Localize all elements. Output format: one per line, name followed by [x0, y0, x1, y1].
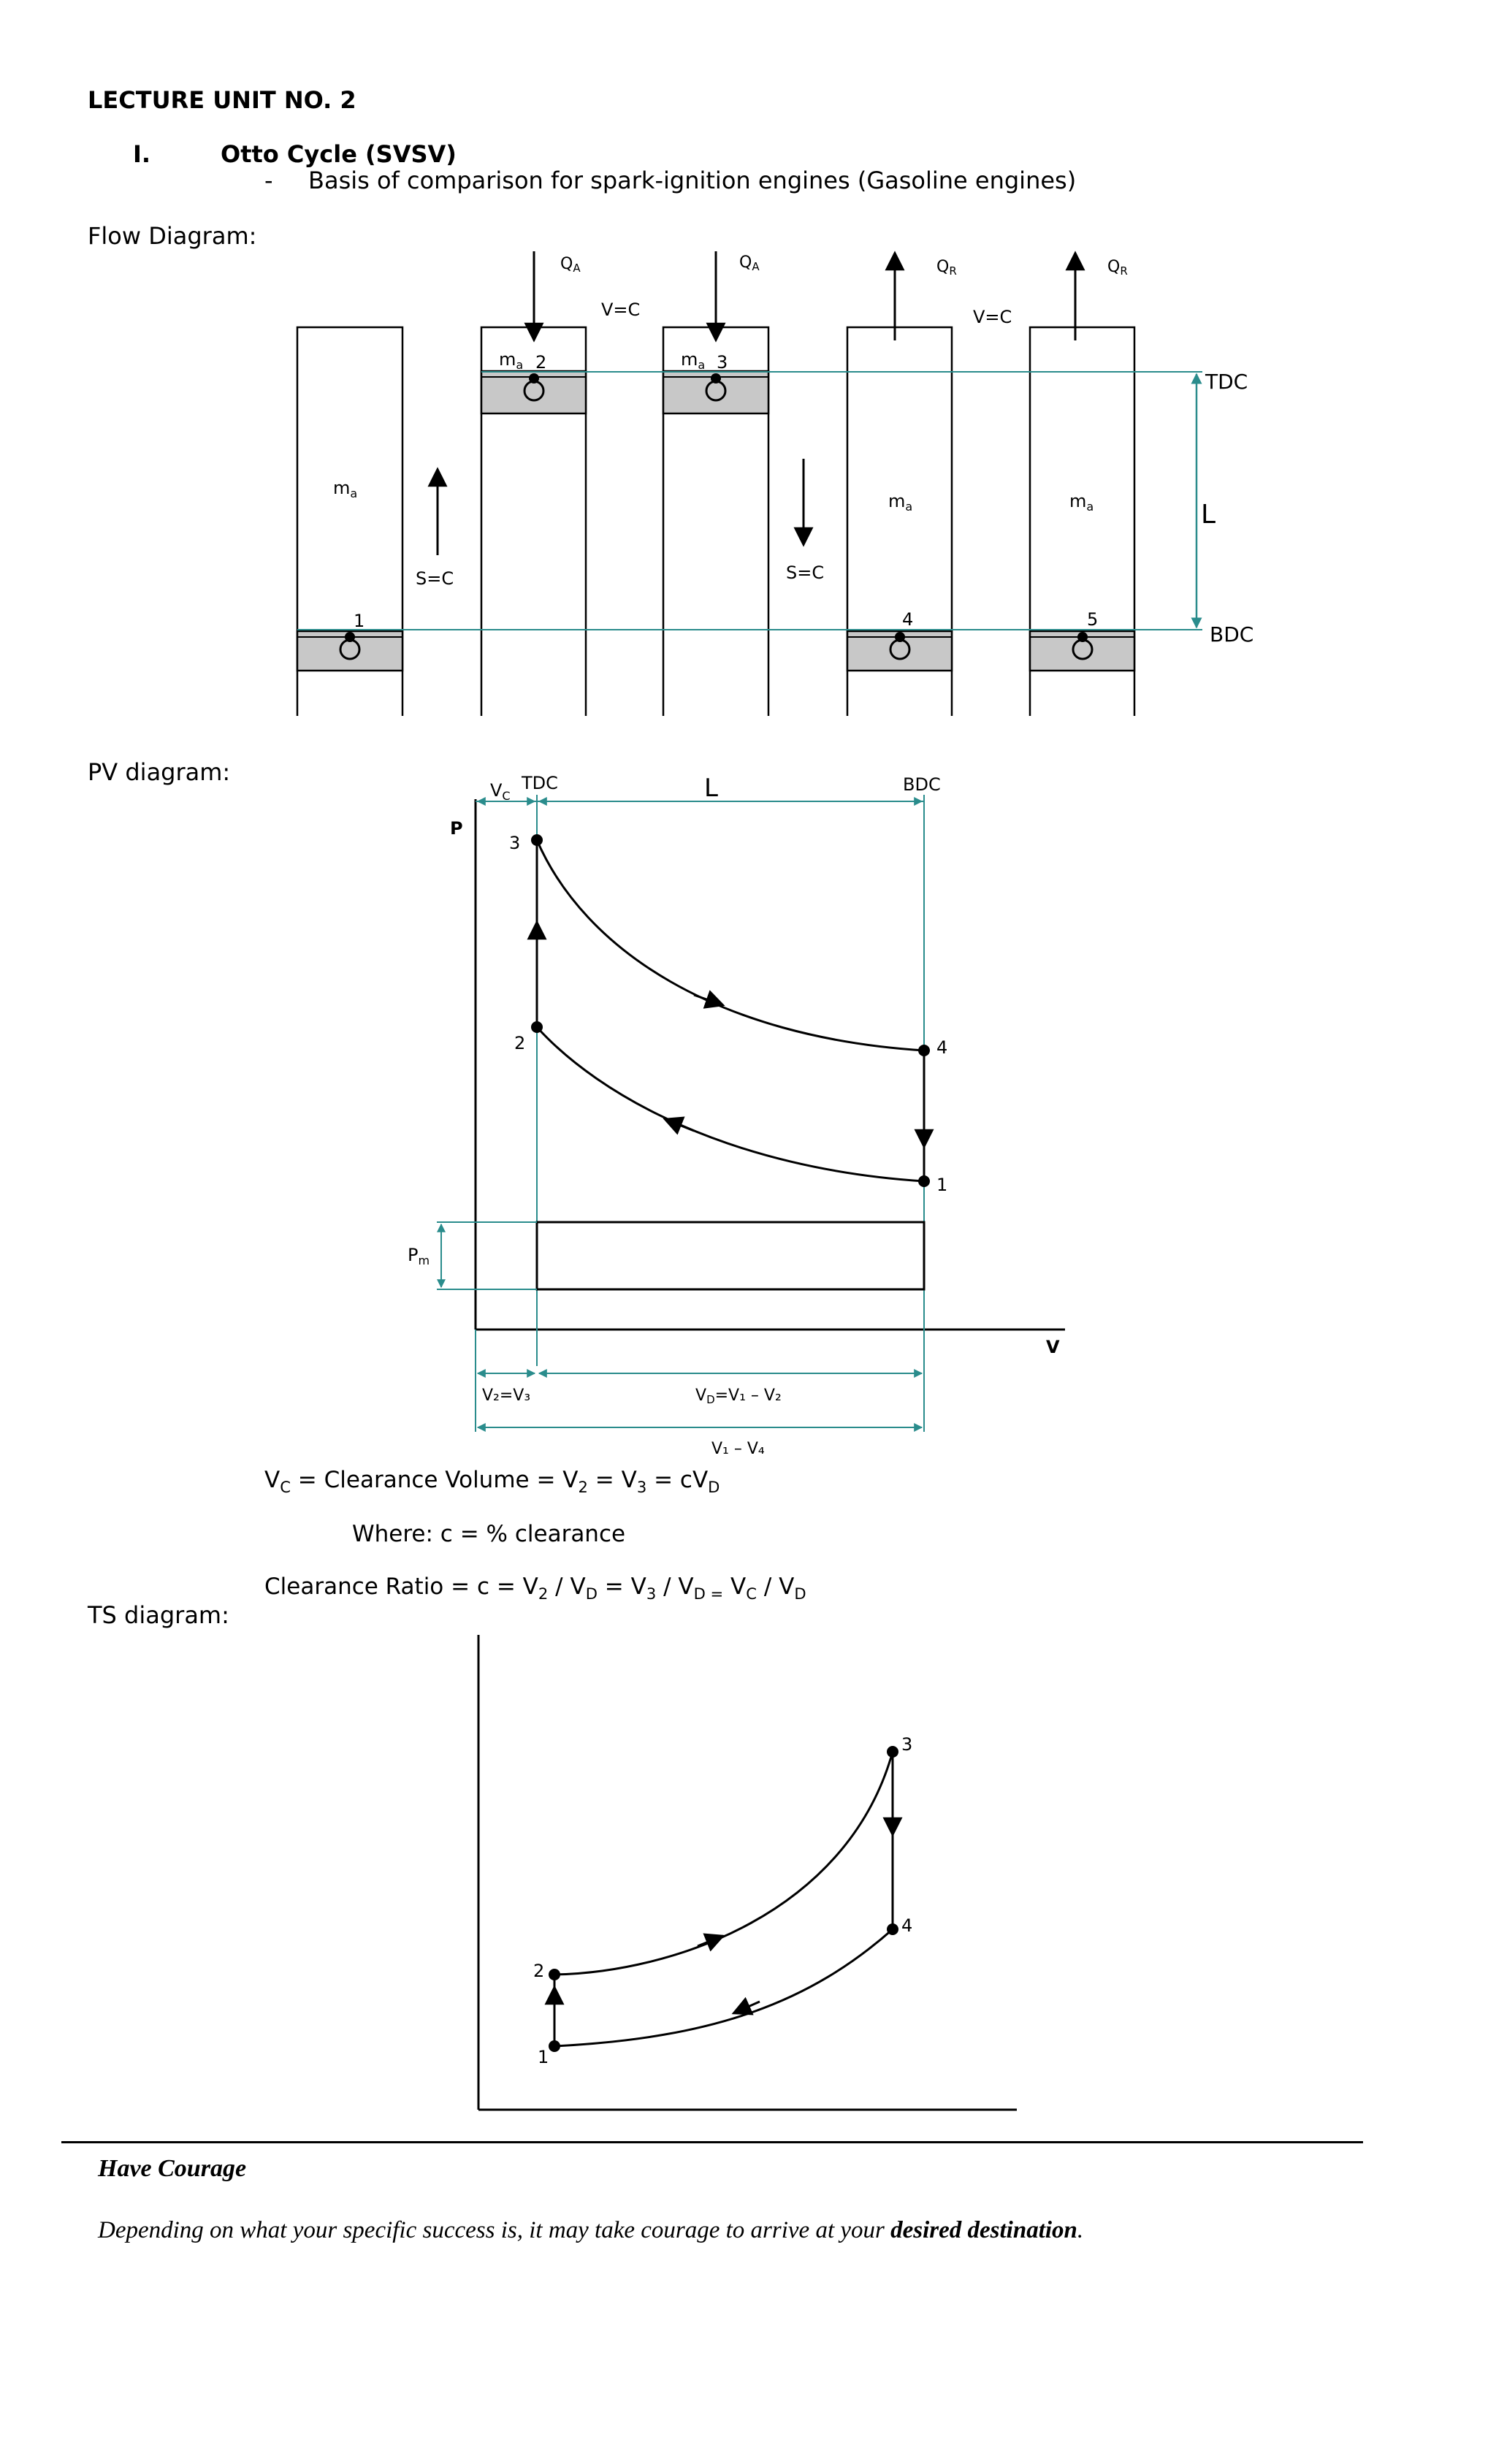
state-label-4: 4: [902, 609, 914, 630]
pv-state-2: 2: [514, 1033, 526, 1053]
pv-pm-label: $P_m$: [408, 1245, 430, 1267]
ts-state-3: 3: [901, 1734, 913, 1755]
cylinder-1: [297, 327, 402, 716]
mass-label-5: $m_a$: [1069, 491, 1094, 514]
flow-diagram-label: Flow Diagram:: [88, 222, 257, 250]
pv-bdc-label: BDC: [903, 774, 941, 795]
qr-label-2: QR: [1107, 258, 1128, 278]
vc-label-2: V=C: [973, 307, 1012, 327]
bdc-label: BDC: [1210, 622, 1254, 646]
clearance-volume-formula: $V_C$ = Clearance Volume = $V_2 = V_3 = cV_D$: [264, 1467, 720, 1497]
pv-point-4: [918, 1045, 930, 1056]
pv-point-2: [531, 1021, 543, 1033]
ts-point-3: [887, 1746, 898, 1758]
clearance-where: Where: c = % clearance: [352, 1521, 626, 1547]
pv-state-3: 3: [509, 833, 521, 853]
sc-label-2: S=C: [786, 562, 825, 583]
state-label-2: 2: [535, 352, 547, 373]
vc-label-1: V=C: [601, 300, 641, 320]
pv-v2v3-label: V₂=V₃: [482, 1387, 531, 1405]
pv-vc-label: $V_C$: [490, 780, 511, 803]
pv-state-1: 1: [936, 1175, 948, 1195]
pv-stroke-label: L: [704, 774, 718, 803]
pv-process-3-4: [537, 840, 924, 1050]
footer-divider: [61, 2141, 1363, 2143]
ts-state-1: 1: [538, 2047, 549, 2067]
ts-state-2: 2: [533, 1961, 545, 1981]
tdc-label: TDC: [1205, 370, 1248, 394]
qr-label-1: QR: [936, 258, 957, 278]
ts-process-2-3: [554, 1752, 893, 1975]
qa-label-2: QA: [739, 253, 760, 273]
state-label-5: 5: [1087, 609, 1099, 630]
section-number: I.: [133, 140, 151, 168]
quote-title: Have Courage: [98, 2155, 247, 2182]
stroke-label: L: [1201, 500, 1216, 530]
mass-label-3: $m_a$: [681, 349, 706, 372]
cylinder-2: [481, 327, 586, 716]
unit-title: LECTURE UNIT NO. 2: [88, 86, 356, 114]
bullet-dash: -: [264, 167, 273, 194]
pv-vd-label: VD=V₁ – V₂: [695, 1387, 782, 1406]
ts-diagram-label: TS diagram:: [88, 1601, 229, 1629]
clearance-ratio-formula: Clearance Ratio = $c = V_2 / V_D = V_3 / V_{D =}$ $V_C / V_D$: [264, 1574, 806, 1603]
pv-state-4: 4: [936, 1037, 948, 1058]
ts-state-4: 4: [901, 1915, 913, 1936]
pv-point-3: [531, 834, 543, 846]
ts-diagram: [478, 1635, 1017, 2110]
mass-label-1: $m_a$: [333, 478, 358, 500]
section-title: Otto Cycle (SVSV): [221, 140, 457, 168]
bullet-text: Basis of comparison for spark-ignition engines (Gasoline engines): [308, 167, 1077, 194]
pv-process-1-2: [537, 1027, 924, 1181]
state-label-1: 1: [354, 611, 365, 631]
ts-point-2: [549, 1969, 560, 1980]
pv-point-1: [918, 1175, 930, 1187]
flow-diagram: [297, 251, 1253, 716]
pv-axis-p-label: P: [450, 818, 463, 839]
qa-label-1: QA: [560, 255, 581, 275]
pv-v1v4-label: V₁ – V₄: [711, 1440, 765, 1458]
ts-point-1: [549, 2040, 560, 2052]
ts-point-4: [887, 1923, 898, 1935]
mass-label-2: $m_a$: [499, 349, 524, 372]
pv-diagram: [408, 773, 1065, 1458]
cylinder-4: [847, 327, 952, 716]
mass-label-4: $m_a$: [888, 491, 913, 514]
cylinder-5: [1030, 327, 1134, 716]
cylinder-3: [663, 327, 768, 716]
pv-tdc-label: TDC: [522, 773, 558, 793]
pv-diagram-label: PV diagram:: [88, 758, 231, 786]
sc-label-1: S=C: [416, 568, 454, 589]
quote-body: Depending on what your specific success is, it may take courage to arrive at your desired destination.: [98, 2217, 1084, 2243]
state-label-3: 3: [717, 352, 728, 373]
pv-pm-rect: [537, 1222, 924, 1289]
ts-process-4-1: [554, 1929, 893, 2046]
pv-axis-v-label: V: [1046, 1337, 1060, 1357]
